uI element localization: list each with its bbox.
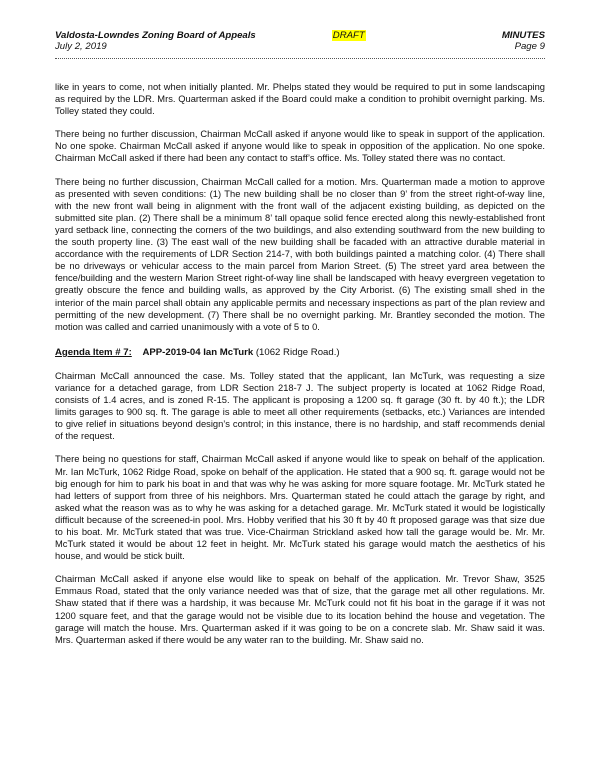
header-divider: [55, 58, 545, 59]
header-left: [55, 30, 256, 52]
doc-type: MINUTES: [501, 30, 545, 41]
page-header: [55, 30, 545, 52]
paragraph: There being no questions for staff, Chairman McCall asked if anyone would like to speak on behalf of the application. Mr. Ian McTurk, 1062 Ridge Road, spoke on behalf of the application. He stated that a 900 sq. ft. garage would not be big enough for him to park his boat in and that was why he was asking for more square footage. Mr. McTurk stated he had letters of support from three of his neighbors. Mrs. Quarterman stated he could attach the garage by right, and asked what the reason was as to why he was asking for a detached garage. Mr. McTurk stated it would be logistically difficult because of the screened-in pool. Mrs. Hobby verified that his 30 ft by 40 ft proposed garage was that size due to his boat. Mr. McTurk stated that was true. Vice-Chairman Strickland asked how tall the garage would be. Mr. Mr. McTurk stated it would be about 12 feet in height. Mr. McTurk stated his garage would match the aesthetics of his house, and would be stick built.: [55, 454, 545, 562]
page-number: Page 9: [514, 41, 545, 52]
agenda-item-label: Agenda Item # 7:: [55, 346, 132, 358]
agenda-address: (1062 Ridge Road.): [255, 346, 340, 358]
document-body: [55, 81, 545, 646]
paragraph: There being no further discussion, Chairman McCall called for a motion. Mrs. Quarterman made a motion to approve as presented with seven conditions: (1) The new building shall be no closer than 9’ from the street right-of-way line, with the new front wall being in alignment with the front wall of the adjacent existing building, as depicted on the submitted site plan. (2) There shall be a minimum 8’ tall opaque solid fence erected along this newly-established front yard setback line, connecting the corners of the two buildings, and also extending southward from the new building to the south property line. (3) The east wall of the new building shall be facaded with an attractive durable material in accordance with the requirements of LDR Section 214-7, with both buildings painted a matching color. (4) There shall be no driveways or vehicular access to the main parcel from Marion Street. (5) The street yard area between the fence/building and the western Marion Street right-of-way line shall be landscaped with heavy evergreen vegetation to greatly obscure the fence and building walls, as approved by the City Arborist. (6) The existing small shed in the interior of the main parcel shall obtain any applicable permits and necessary inspections as part of the plan review and permitting of the new development. (7) There shall be no overnight parking. Mr. Brantley seconded the motion. The motion was called and carried unanimously with a vote of 5 to 0.: [55, 176, 545, 332]
paragraph: like in years to come, not when initially planted. Mr. Phelps stated they would be required to put in some landscaping as required by the LDR. Mrs. Quarterman asked if the Board could make a condition to prohibit overnight parking. Ms. Tolley stated they could.: [55, 82, 545, 117]
org-name: Valdosta-Lowndes Zoning Board of Appeals: [55, 30, 256, 41]
draft-label: DRAFT: [332, 30, 365, 41]
paragraph: Chairman McCall announced the case. Ms. Tolley stated that the applicant, Ian McTurk, was requesting a size variance for a detached garage, from LDR Section 218-7 J. The subject property is located at 1062 Ridge Road, consists of 1.4 acres, and is zoned R-15. The applicant is proposing a 1200 sq. ft garage (30 ft. by 40 ft.); the LDR limits garages to 900 sq. ft. The garage is able to meet all other requirements (setbacks, etc.) Variances are intended to give relief in situations beyond design’s control; in this instance, there is no hardship, and staff recommends denial of the request.: [55, 370, 545, 442]
header-center: [332, 30, 366, 52]
header-right: [502, 30, 545, 52]
agenda-case: APP-2019-04 Ian McTurk: [142, 346, 254, 358]
paragraph: There being no further discussion, Chairman McCall asked if anyone would like to speak in support of the application. No one spoke. Chairman McCall asked if anyone would like to speak in opposition of the application. No one spoke. Chairman McCall asked if there had been any contact to staff’s office. Ms. Tolley stated there was no contact.: [55, 129, 545, 164]
agenda-item-heading: [55, 347, 545, 359]
paragraph: Chairman McCall asked if anyone else would like to speak on behalf of the application. Mr. Trevor Shaw, 3525 Emmaus Road, stated that the only variance needed was that of size, that the garage met all other regulations. Mr. Shaw stated that if there was a hardship, it was because Mr. McTurk could not fit his boat in the garage if it was not 1200 square feet, and that the garage would not be visible due to its location behind the house and vegetation. The garage will match the house. Mrs. Quarterman asked if it was going to be on a concrete slab. Mr. Shaw said it was. Mrs. Quarterman asked if there would be any water ran to the building. Mr. Shaw said no.: [55, 574, 545, 645]
meeting-date: July 2, 2019: [55, 41, 107, 52]
